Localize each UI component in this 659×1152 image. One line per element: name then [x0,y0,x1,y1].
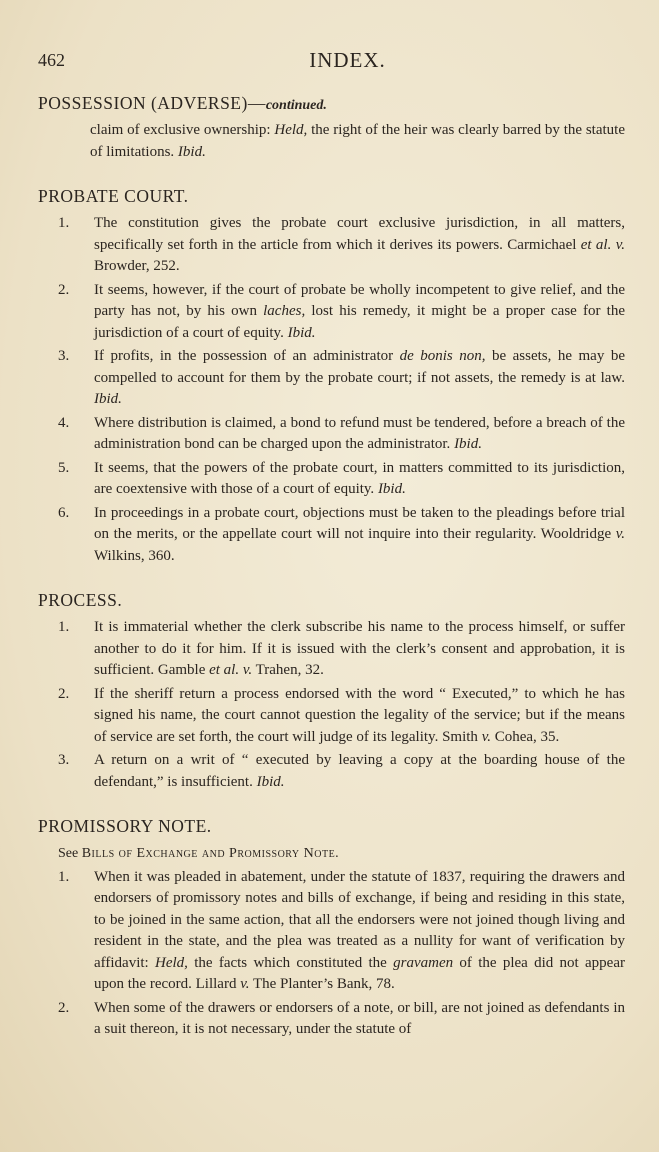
text-run: Trahen, 32. [252,662,324,678]
index-item [38,280,625,345]
text-run: The constitution gives the probate court exclusive jurisdiction, in all matters, specifically set forth in the article from which it derives its powers. Carmichael [94,215,625,253]
italic-text: Ibid. [287,324,316,341]
running-title: INDEX. [309,48,386,72]
italic-text: Held, [155,954,188,971]
italic-text: v. [615,526,625,542]
entry-heading-text: POSSESSION (ADVERSE)— [38,93,266,113]
text-run: Cohea, 35. [490,728,560,745]
text-run: Browder, 252. [94,258,180,274]
item-number: 3. [58,752,70,768]
text-run: Wilkins, 360. [94,547,175,564]
index-item [38,503,625,568]
item-number: 1. [58,619,70,635]
entry-heading-text: PROCESS. [38,590,123,610]
item-number: 1. [58,215,70,231]
index-content [38,92,625,1063]
index-item [38,346,625,411]
index-entry [38,815,625,1041]
entry-heading [38,815,625,837]
entry-heading-text: PROBATE COURT. [38,186,189,206]
item-number: 4. [58,414,70,431]
italic-text: Ibid. [377,481,406,497]
index-entry [38,185,625,567]
italic-text: Ibid. [177,143,206,160]
continued-label: continued. [265,98,327,113]
italic-text: Held, [274,122,308,138]
text-run: If the sheriff return a process endorsed with the word “ Executed,” to which he has signed his name, the court cannot question the legality of the service; but if the means of service are set forth, the court will judge of its legality. Smith [94,685,625,745]
index-item [38,684,625,749]
entry-items [38,617,625,793]
text-run: the facts which constituted the [187,954,394,971]
text-run: When some of the drawers or endorsers of a note, or bill, are not joined as defendants in a suit thereon, it is not necessary, under the statute of [94,999,625,1037]
index-item [38,617,625,682]
italic-text: v. [240,976,250,992]
see-label: See [58,846,82,861]
running-header [38,50,621,80]
index-entry [38,589,625,793]
index-item [38,413,625,456]
text-run: be assets, he may be compelled to account for them by the probate court; if not assets, the remedy is at law. [94,348,625,386]
index-item [38,458,625,501]
text-run: the right of the heir was clearly barred by the statute of limitations. [90,122,625,160]
italic-text: Ibid. [94,391,122,407]
text-run: In proceedings in a probate court, objections must be taken to the pleadings before trial on the merits, or the appellate court will not inquire into their regularity. Wooldridge [94,504,625,542]
italic-text: laches, [263,303,306,319]
item-number: 6. [58,504,70,521]
italic-text: v. [481,728,491,745]
index-entry [38,92,625,163]
text-run: If profits, in the possession of an administrator [94,348,400,364]
page-number: 462 [38,50,65,70]
entry-heading [38,185,625,207]
item-number: 1. [58,868,70,885]
item-number: 2. [58,685,70,702]
index-item [38,750,625,793]
text-run: When it was pleaded in abatement, under the statute of 1837, requiring the drawers and endorsers of promissory notes and bills of exchange, if being and residing in this state, to be joined in the same action, that all the endorsers were not joined though living and resident in the state, and the plea was treated as a nullity for want of verification by affidavit: [94,868,625,971]
italic-text: Ibid. [256,773,285,790]
item-number: 5. [58,459,70,476]
text-run: The Planter’s Bank, 78. [249,976,395,992]
entry-heading [38,92,625,117]
text-run: A return on a writ of “ executed by leaving a copy at the boarding house of the defendant,” is insufficient. [94,752,625,790]
text-run: It seems, that the powers of the probate court, in matters committed to its jurisdiction, are coextensive with those of a court of equity. [94,459,625,497]
continuation-paragraph [38,120,625,163]
text-run: It seems, however, if the court of probate be wholly incompetent to give relief, and the party has not, by his own [94,281,625,319]
see-reference: Bills of Exchange and Promissory Note. [81,846,340,861]
italic-text: de bonis non, [399,348,486,364]
item-number: 2. [58,281,70,298]
text-run: Where distribution is claimed, a bond to refund must be tendered, before a breach of the administration bond can be charged upon the administrator. [94,414,625,452]
italic-text: gravamen [393,954,454,971]
italic-text: et al. v. [209,662,253,678]
index-item [38,867,625,996]
text-run: lost his remedy, it might be a proper case for the jurisdiction of a court of equity. [94,303,625,341]
italic-text: et al. v. [580,236,625,253]
entry-heading [38,589,625,611]
index-item [38,998,625,1041]
item-number: 2. [58,999,70,1016]
text-run: claim of exclusive ownership: [90,122,275,138]
entry-items [38,213,625,567]
text-run: It is immaterial whether the clerk subscribe his name to the process himself, or suffer another to do it for him. If it is issued with the clerk’s consent and approbation, it is sufficient. Gamble [94,619,625,678]
cross-reference [38,843,625,865]
entry-items [38,867,625,1041]
text-run: of the plea did not appear upon the record. Lillard [94,954,625,992]
index-item [38,213,625,278]
item-number: 3. [58,348,70,364]
italic-text: Ibid. [454,436,482,452]
entry-heading-text: PROMISSORY NOTE. [38,816,212,836]
